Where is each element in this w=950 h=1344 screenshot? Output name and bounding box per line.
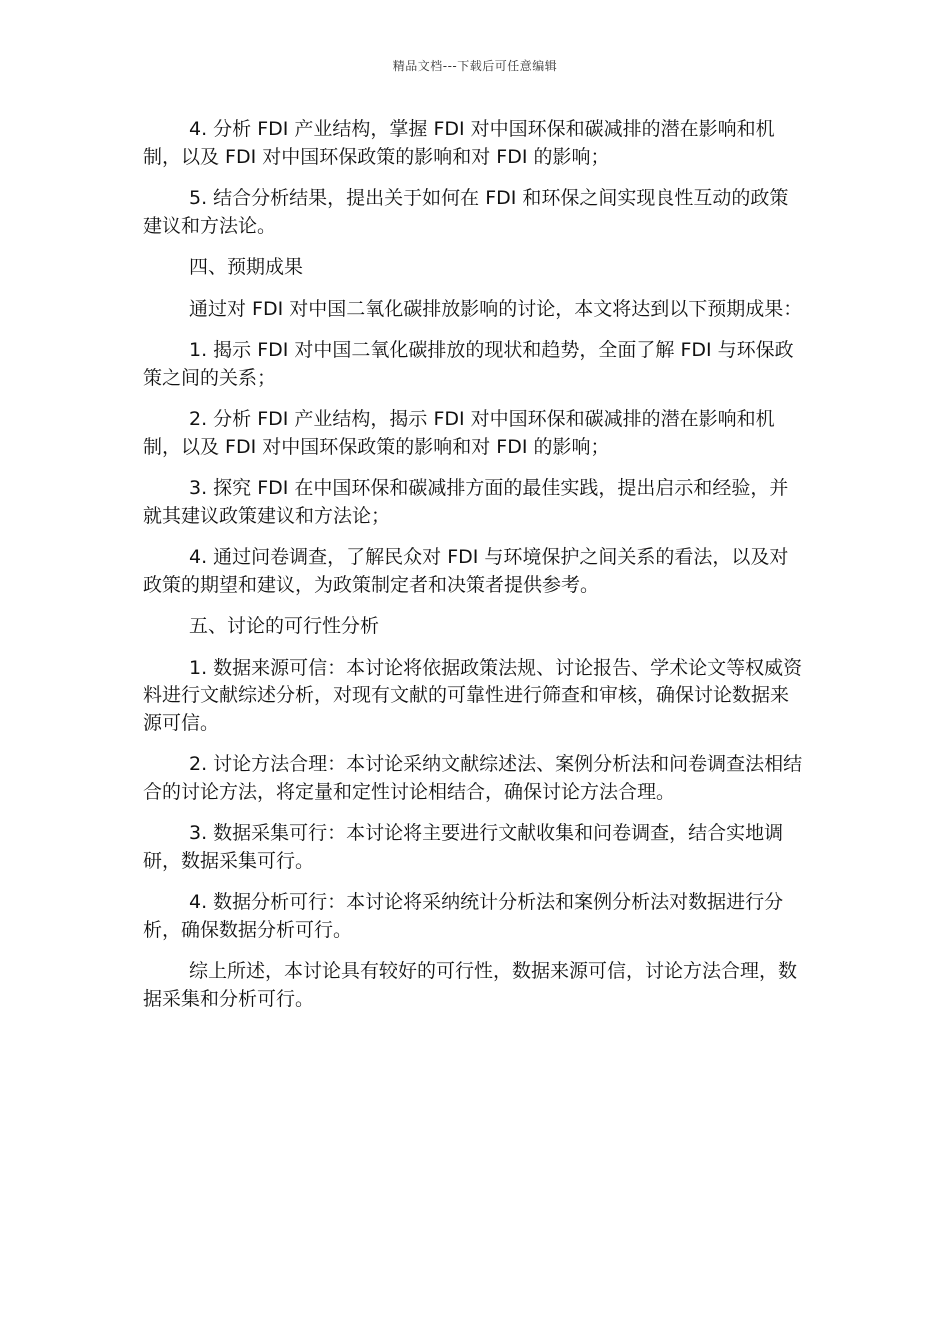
paragraph-expected-intro: 通过对 FDI 对中国二氧化碳排放影响的讨论，本文将达到以下预期成果：: [189, 297, 803, 320]
section-heading-expected-results: 四、预期成果: [189, 256, 304, 278]
paragraph-feasibility-1: 1. 数据来源可信：本讨论将依据政策法规、讨论报告、学术论文等权威资料进行文献综述分析，对现有文献的可靠性进行筛查和审核，确保讨论数据来源可信。: [143, 656, 803, 734]
paragraph-expected-1: 1. 揭示 FDI 对中国二氧化碳排放的现状和趋势，全面了解 FDI 与环保政策之间的关系；: [143, 339, 794, 389]
document-body: [143, 116, 807, 1027]
paragraph-item-4-analysis: 4. 分析 FDI 产业结构，掌握 FDI 对中国环保和碳减排的潜在影响和机制，以及 FDI 对中国环保政策的影响和对 FDI 的影响；: [143, 118, 775, 168]
paragraph-feasibility-4: 4. 数据分析可行：本讨论将采纳统计分析法和案例分析法对数据进行分析，确保数据分析可行。: [143, 891, 784, 941]
paragraph-expected-4: 4. 通过问卷调查，了解民众对 FDI 与环境保护之间关系的看法，以及对政策的期望和建议，为政策制定者和决策者提供参考。: [143, 546, 789, 596]
paragraph-feasibility-3: 3. 数据采集可行：本讨论将主要进行文献收集和问卷调查，结合实地调研，数据采集可行。: [143, 822, 784, 872]
header-watermark: 精品文档---下载后可任意编辑: [392, 59, 558, 73]
section-heading-feasibility: 五、讨论的可行性分析: [189, 615, 380, 637]
paragraph-item-5-policy: 5. 结合分析结果，提出关于如何在 FDI 和环保之间实现良性互动的政策建议和方法论。: [143, 187, 789, 237]
paragraph-expected-2: 2. 分析 FDI 产业结构，揭示 FDI 对中国环保和碳减排的潜在影响和机制，以及 FDI 对中国环保政策的影响和对 FDI 的影响；: [143, 408, 775, 458]
paragraph-expected-3: 3. 探究 FDI 在中国环保和碳减排方面的最佳实践，提出启示和经验，并就其建议政策建议和方法论；: [143, 477, 789, 527]
paragraph-conclusion: 综上所述，本讨论具有较好的可行性，数据来源可信，讨论方法合理，数据采集和分析可行。: [143, 960, 798, 1010]
paragraph-feasibility-2: 2. 讨论方法合理：本讨论采纳文献综述法、案例分析法和问卷调查法相结合的讨论方法，将定量和定性讨论相结合，确保讨论方法合理。: [143, 753, 803, 803]
